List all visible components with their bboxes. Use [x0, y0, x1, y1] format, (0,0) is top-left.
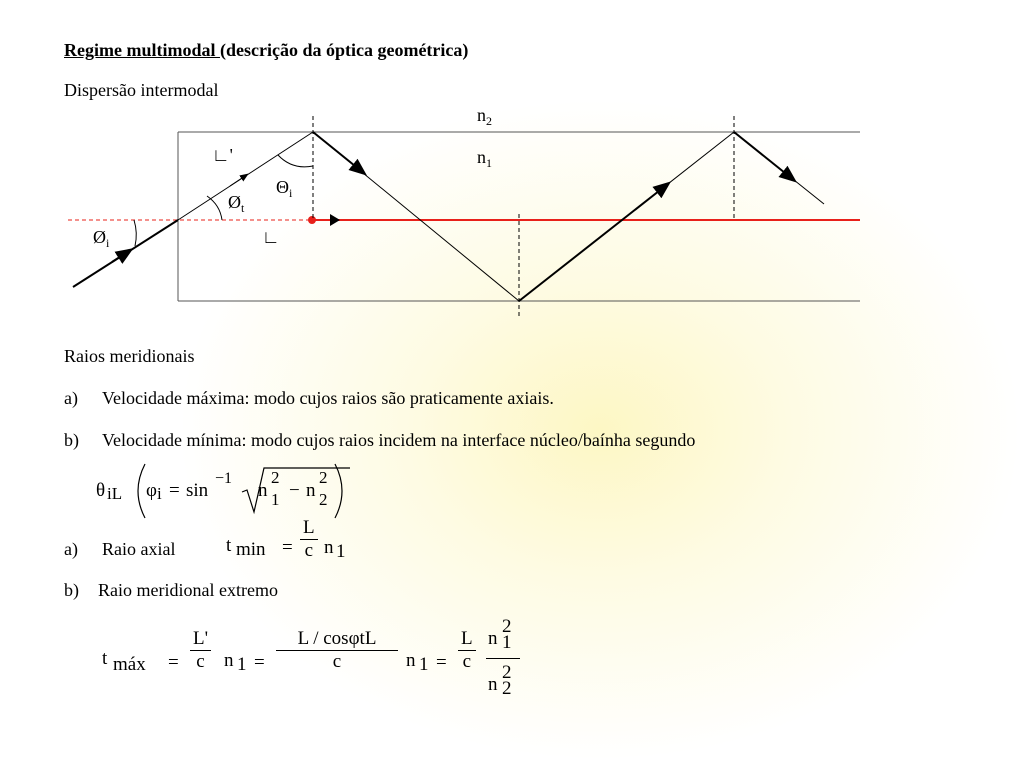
n1-label: $n_1$ — [477, 147, 492, 170]
n2-label: $n_2$ — [477, 105, 492, 128]
theta-i-label: $\Theta_i$ — [276, 177, 293, 200]
ray-segment-down-bold — [313, 132, 360, 170]
list-item-d-text: Raio meridional extremo — [98, 580, 278, 600]
list-item-a-marker: a) — [64, 388, 78, 408]
axis-arrow — [330, 214, 340, 226]
title-rest: descrição da óptica geométrica — [225, 40, 463, 60]
equation-tmax: t máx = $\frac{L'}{c}$ n 1 = L / cosφtL c n 1 = $\frac{L}{c}$ n 2 1 n 2 2 — [102, 618, 542, 708]
list-item-c-text: Raio axial — [102, 539, 176, 559]
axis-dot — [308, 216, 316, 224]
page-title — [64, 40, 468, 60]
title-paren-open: ( — [219, 40, 226, 60]
subheading: Dispersão intermodal — [64, 80, 219, 100]
phi-i-label: $Ø_i$ — [93, 227, 110, 250]
list-item-b-text: Velocidade mínima: modo cujos raios incidem na interface núcleo/baínha segundo — [102, 430, 696, 450]
fraction-n1sq-over-n2sq: n 2 1 n 2 2 — [486, 618, 526, 706]
ray-segment-final-bold — [734, 132, 790, 177]
lprime-label: ∟' — [212, 145, 233, 165]
fraction-Lcos-over-c: L / cosφtL c — [276, 628, 398, 673]
refracted-ray — [178, 132, 313, 220]
title-paren-close: ) — [462, 40, 469, 60]
ray-segment-up-bold — [519, 187, 664, 301]
fraction-Lprime-over-c: $\frac{L'}{c}$ — [190, 628, 211, 673]
theta-i-arc — [278, 155, 313, 167]
list-item-b-marker: b) — [64, 430, 79, 450]
fraction-L-over-c-2: $\frac{L}{c}$ — [458, 628, 476, 673]
phi-t-label: $Ø_t$ — [228, 192, 245, 215]
list-item-a-text: Velocidade máxima: modo cujos raios são praticamente axiais. — [102, 388, 554, 408]
phi-i-arc — [134, 220, 136, 246]
list-item-c-marker: a) — [64, 539, 78, 559]
section-title: Raios meridionais — [64, 346, 195, 366]
refracted-ray-arrow — [230, 176, 245, 186]
fraction-L-over-c: $\frac{L}{c}$ — [300, 517, 318, 562]
left-paren — [129, 462, 149, 520]
list-item-d-marker: b) — [64, 580, 79, 600]
l-label: ∟ — [262, 227, 280, 247]
title-underlined: Regime multimodal — [64, 40, 220, 60]
right-paren — [331, 462, 351, 520]
incident-ray-arrow — [112, 253, 126, 262]
